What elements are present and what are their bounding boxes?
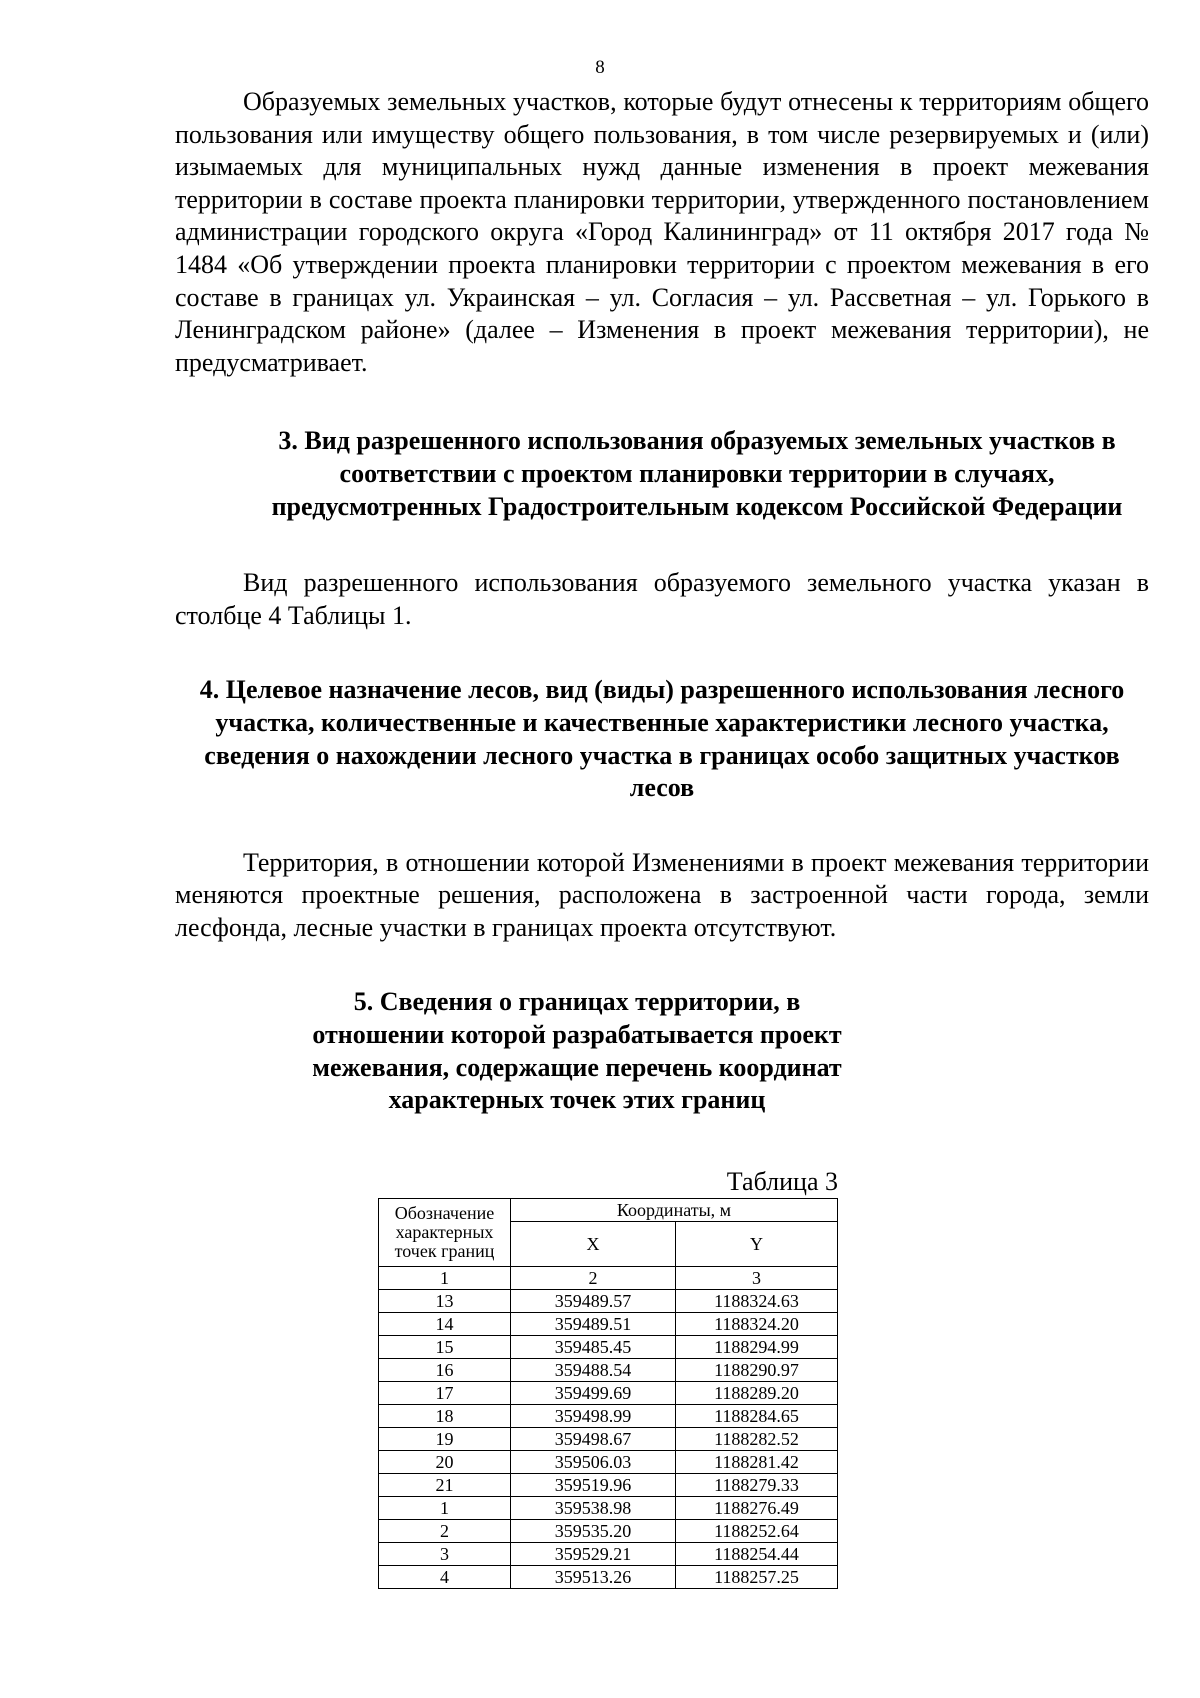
table-row [379, 1497, 838, 1520]
point-id-cell: 19 [379, 1428, 511, 1451]
column-number-1: 1 [379, 1267, 511, 1290]
y-coordinate-cell: 1188257.25 [676, 1566, 838, 1589]
paragraph-land-plots: Образуемых земельных участков, которые будут отнесены к территориям общего пользования или имуществу общего пользования, в том числе резервируемых и (или) изымаемых для муниципальных нужд данные изменения в проект межевания территории в составе проекта планировки территории, утвержденного постановлением администрации городского округа «Город Калининград» от 11 октября 2017 года № 1484 «Об утверждении проекта планировки территории с проектом межевания в его составе в границах ул. Украинская – ул. Согласия – ул. Рассветная – ул. Горького в Ленинградском районе» (далее – Изменения в проект межевания территории), не предусматривает. [175, 87, 1149, 377]
y-coordinate-cell: 1188324.20 [676, 1313, 838, 1336]
y-coordinate-cell: 1188290.97 [676, 1359, 838, 1382]
header-y: Y [676, 1222, 838, 1267]
point-id-cell: 14 [379, 1313, 511, 1336]
section-3-heading: 3. Вид разрешенного использования образуемых земельных участков в соответствии с проектом планировки территории в случаях, предусмотренных Градостроительным кодексом Российской Федерации [271, 426, 1123, 521]
point-id-cell: 13 [379, 1290, 511, 1313]
column-number-2: 2 [511, 1267, 676, 1290]
x-coordinate-cell: 359498.67 [511, 1428, 676, 1451]
header-point-label: Обозначение характерных точек границ [379, 1199, 511, 1267]
x-coordinate-cell: 359535.20 [511, 1520, 676, 1543]
y-coordinate-cell: 1188276.49 [676, 1497, 838, 1520]
x-coordinate-cell: 359485.45 [511, 1336, 676, 1359]
table-row [379, 1313, 838, 1336]
x-coordinate-cell: 359498.99 [511, 1405, 676, 1428]
point-id-cell: 3 [379, 1543, 511, 1566]
y-coordinate-cell: 1188284.65 [676, 1405, 838, 1428]
point-id-cell: 17 [379, 1382, 511, 1405]
table-row [379, 1566, 838, 1589]
table-row [379, 1428, 838, 1451]
point-id-cell: 15 [379, 1336, 511, 1359]
document-body [175, 86, 1149, 1117]
coordinates-table-block [378, 1166, 838, 1589]
column-number-row [379, 1267, 838, 1290]
x-coordinate-cell: 359538.98 [511, 1497, 676, 1520]
y-coordinate-cell: 1188254.44 [676, 1543, 838, 1566]
y-coordinate-cell: 1188289.20 [676, 1382, 838, 1405]
point-id-cell: 20 [379, 1451, 511, 1474]
section-5-heading: 5. Сведения о границах территории, в отношении которой разрабатывается проект межевания, содержащие перечень координат характерных точек этих границ [312, 987, 842, 1115]
point-id-cell: 1 [379, 1497, 511, 1520]
table-body [379, 1267, 838, 1589]
column-number-3: 3 [676, 1267, 838, 1290]
x-coordinate-cell: 359489.57 [511, 1290, 676, 1313]
header-coordinates: Координаты, м [511, 1199, 838, 1222]
page-number: 8 [595, 57, 605, 78]
section-4-heading: 4. Целевое назначение лесов, вид (виды) разрешенного использования лесного участка, количественные и качественные характеристики лесного участка, сведения о нахождении лесного участка в границах особо защитных участков лесов [199, 675, 1125, 803]
x-coordinate-cell: 359488.54 [511, 1359, 676, 1382]
table-row [379, 1336, 838, 1359]
point-id-cell: 16 [379, 1359, 511, 1382]
table-row [379, 1382, 838, 1405]
y-coordinate-cell: 1188294.99 [676, 1336, 838, 1359]
table-row [379, 1474, 838, 1497]
coordinates-table [378, 1198, 838, 1589]
table-row [379, 1520, 838, 1543]
header-x: X [511, 1222, 676, 1267]
x-coordinate-cell: 359506.03 [511, 1451, 676, 1474]
y-coordinate-cell: 1188282.52 [676, 1428, 838, 1451]
point-id-cell: 2 [379, 1520, 511, 1543]
point-id-cell: 18 [379, 1405, 511, 1428]
point-id-cell: 21 [379, 1474, 511, 1497]
y-coordinate-cell: 1188281.42 [676, 1451, 838, 1474]
table-row [379, 1405, 838, 1428]
table-row [379, 1359, 838, 1382]
table-row [379, 1451, 838, 1474]
table-caption: Таблица 3 [726, 1167, 838, 1196]
x-coordinate-cell: 359499.69 [511, 1382, 676, 1405]
y-coordinate-cell: 1188324.63 [676, 1290, 838, 1313]
table-row [379, 1290, 838, 1313]
section-3-text: Вид разрешенного использования образуемого земельного участка указан в столбце 4 Таблицы 1. [175, 568, 1149, 630]
y-coordinate-cell: 1188252.64 [676, 1520, 838, 1543]
y-coordinate-cell: 1188279.33 [676, 1474, 838, 1497]
x-coordinate-cell: 359519.96 [511, 1474, 676, 1497]
point-id-cell: 4 [379, 1566, 511, 1589]
table-header-row [379, 1199, 838, 1222]
x-coordinate-cell: 359529.21 [511, 1543, 676, 1566]
table-row [379, 1543, 838, 1566]
x-coordinate-cell: 359489.51 [511, 1313, 676, 1336]
section-4-text: Территория, в отношении которой Изменениями в проект межевания территории меняются проектные решения, расположена в застроенной части города, земли лесфонда, лесные участки в границах проекта отсутствуют. [175, 847, 1149, 942]
x-coordinate-cell: 359513.26 [511, 1566, 676, 1589]
